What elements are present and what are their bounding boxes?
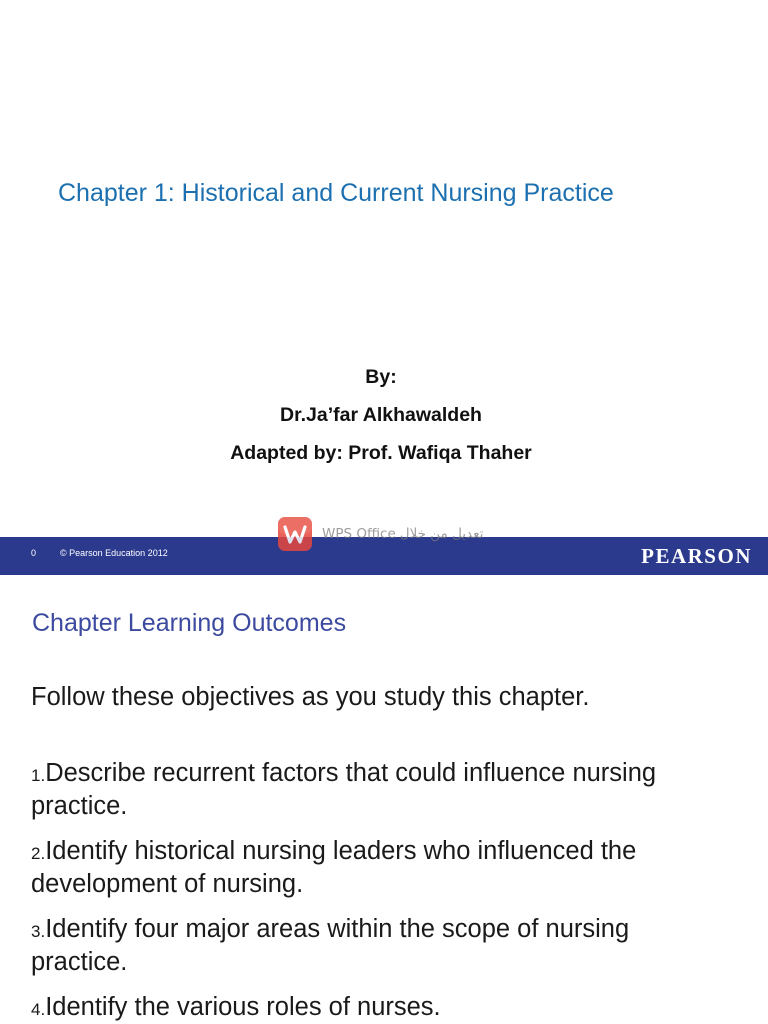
outcomes-title: Chapter Learning Outcomes (32, 609, 347, 637)
outcomes-intro: Follow these objectives as you study this chapter. (31, 683, 590, 711)
objectives-list (31, 758, 711, 1024)
by-label: By: (365, 366, 397, 388)
wps-logo-icon (278, 517, 312, 551)
item-text: Identify historical nursing leaders who influenced the development of nursing. (31, 837, 637, 898)
copyright-notice: © Pearson Education 2012 (60, 548, 168, 558)
watermark-text (322, 525, 483, 543)
list-item (31, 836, 711, 899)
author-name: Dr.Ja’far Alkhawaldeh (280, 404, 482, 426)
adapted-by: Adapted by: Prof. Wafiqa Thaher (230, 442, 532, 464)
outcomes-slide (0, 575, 768, 1024)
slide-number: 0 (31, 548, 37, 558)
item-number: 4. (31, 1000, 46, 1019)
watermark-brand: WPS Office (322, 526, 396, 542)
chapter-title: Chapter 1: Historical and Current Nursing Practice (58, 179, 614, 207)
list-item (31, 758, 711, 821)
item-text: Describe recurrent factors that could influence nursing practice. (31, 759, 657, 820)
list-item (31, 992, 711, 1024)
item-text: Identify four major areas within the scope of nursing practice. (31, 915, 630, 976)
publisher-logo: PEARSON (641, 544, 752, 568)
item-text: Identify the various roles of nurses. (45, 993, 441, 1021)
list-item (31, 914, 711, 977)
watermark-arabic-text: تعديل من خلال (399, 526, 484, 542)
item-number: 3. (31, 922, 46, 941)
item-number: 1. (31, 766, 46, 785)
wps-watermark (278, 517, 483, 551)
item-number: 2. (31, 844, 46, 863)
